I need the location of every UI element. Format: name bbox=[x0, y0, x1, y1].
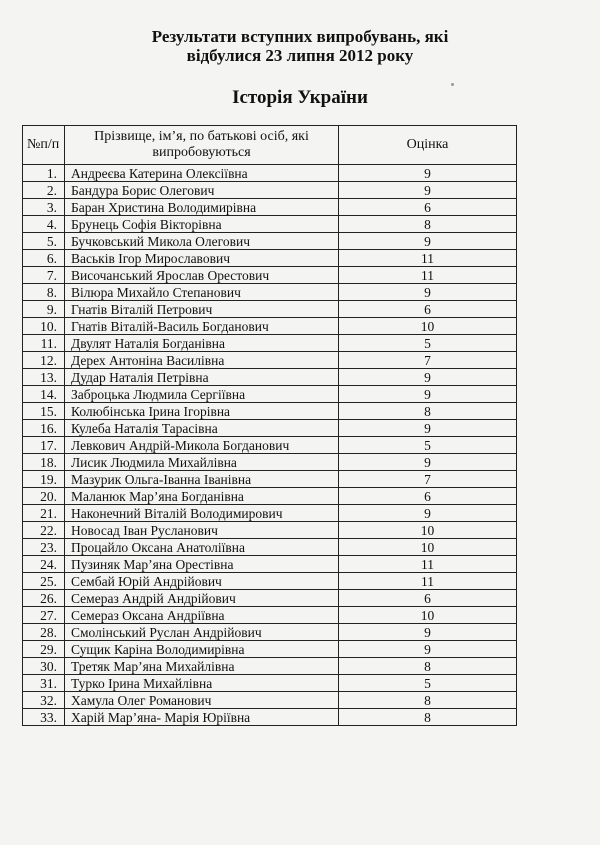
row-number: 17. bbox=[23, 437, 65, 454]
table-row bbox=[23, 709, 517, 726]
row-number: 8. bbox=[23, 284, 65, 301]
table-row bbox=[23, 437, 517, 454]
row-number: 4. bbox=[23, 216, 65, 233]
row-grade: 10 bbox=[339, 539, 517, 556]
row-number: 22. bbox=[23, 522, 65, 539]
row-number: 28. bbox=[23, 624, 65, 641]
header-row bbox=[23, 126, 517, 165]
table-row bbox=[23, 607, 517, 624]
row-grade: 9 bbox=[339, 182, 517, 199]
row-number: 18. bbox=[23, 454, 65, 471]
row-grade: 8 bbox=[339, 658, 517, 675]
row-grade: 11 bbox=[339, 267, 517, 284]
row-name: Смолінський Руслан Андрійович bbox=[65, 624, 339, 641]
row-number: 9. bbox=[23, 301, 65, 318]
title-line-2: відбулися 23 липня 2012 року bbox=[186, 46, 414, 65]
row-grade: 9 bbox=[339, 233, 517, 250]
row-number: 16. bbox=[23, 420, 65, 437]
row-name: Бандура Борис Олегович bbox=[65, 182, 339, 199]
row-grade: 9 bbox=[339, 641, 517, 658]
row-name: Мазурик Ольга-Іванна Іванівна bbox=[65, 471, 339, 488]
row-name: Новосад Іван Русланович bbox=[65, 522, 339, 539]
row-name: Сущик Каріна Володимирівна bbox=[65, 641, 339, 658]
row-number: 29. bbox=[23, 641, 65, 658]
table-row bbox=[23, 471, 517, 488]
row-name: Семераз Андрій Андрійович bbox=[65, 590, 339, 607]
row-grade: 10 bbox=[339, 607, 517, 624]
table-row bbox=[23, 522, 517, 539]
table-row bbox=[23, 352, 517, 369]
row-name: Вілюра Михайло Степанович bbox=[65, 284, 339, 301]
row-number: 3. bbox=[23, 199, 65, 216]
table-row bbox=[23, 165, 517, 182]
row-name: Лисик Людмила Михайлівна bbox=[65, 454, 339, 471]
table-row bbox=[23, 335, 517, 352]
row-grade: 9 bbox=[339, 420, 517, 437]
row-grade: 10 bbox=[339, 522, 517, 539]
table-row bbox=[23, 301, 517, 318]
row-number: 14. bbox=[23, 386, 65, 403]
row-grade: 8 bbox=[339, 216, 517, 233]
row-name: Хамула Олег Романович bbox=[65, 692, 339, 709]
row-name: Гнатів Віталій Петрович bbox=[65, 301, 339, 318]
row-grade: 9 bbox=[339, 505, 517, 522]
table-row bbox=[23, 505, 517, 522]
row-grade: 11 bbox=[339, 250, 517, 267]
table-row bbox=[23, 539, 517, 556]
row-name: Турко Ірина Михайлівна bbox=[65, 675, 339, 692]
row-number: 19. bbox=[23, 471, 65, 488]
table-row bbox=[23, 420, 517, 437]
table-row bbox=[23, 199, 517, 216]
row-name: Бучковський Микола Олегович bbox=[65, 233, 339, 250]
row-number: 23. bbox=[23, 539, 65, 556]
table-row bbox=[23, 403, 517, 420]
header-grade: Оцінка bbox=[339, 126, 517, 165]
table-row bbox=[23, 318, 517, 335]
row-grade: 8 bbox=[339, 692, 517, 709]
results-table bbox=[22, 125, 517, 726]
row-grade: 5 bbox=[339, 675, 517, 692]
row-grade: 9 bbox=[339, 624, 517, 641]
table-row bbox=[23, 250, 517, 267]
row-grade: 11 bbox=[339, 556, 517, 573]
row-name: Кулеба Наталія Тарасівна bbox=[65, 420, 339, 437]
row-number: 21. bbox=[23, 505, 65, 522]
row-number: 5. bbox=[23, 233, 65, 250]
row-name: Семераз Оксана Андріївна bbox=[65, 607, 339, 624]
row-name: Дерех Антоніна Василівна bbox=[65, 352, 339, 369]
row-number: 25. bbox=[23, 573, 65, 590]
table-row bbox=[23, 641, 517, 658]
row-grade: 5 bbox=[339, 437, 517, 454]
row-number: 12. bbox=[23, 352, 65, 369]
table-row bbox=[23, 658, 517, 675]
row-number: 7. bbox=[23, 267, 65, 284]
row-name: Андреєва Катерина Олексіївна bbox=[65, 165, 339, 182]
row-number: 26. bbox=[23, 590, 65, 607]
table-row bbox=[23, 573, 517, 590]
row-grade: 9 bbox=[339, 165, 517, 182]
table-row bbox=[23, 675, 517, 692]
table-row bbox=[23, 386, 517, 403]
table-row bbox=[23, 369, 517, 386]
row-grade: 8 bbox=[339, 403, 517, 420]
table-row bbox=[23, 182, 517, 199]
row-name: Харій Мар’яна- Марія Юріївна bbox=[65, 709, 339, 726]
row-name: Височанський Ярослав Орестович bbox=[65, 267, 339, 284]
table-row bbox=[23, 233, 517, 250]
row-grade: 11 bbox=[339, 573, 517, 590]
row-name: Маланюк Мар’яна Богданівна bbox=[65, 488, 339, 505]
row-grade: 10 bbox=[339, 318, 517, 335]
row-number: 31. bbox=[23, 675, 65, 692]
row-number: 20. bbox=[23, 488, 65, 505]
row-grade: 6 bbox=[339, 590, 517, 607]
row-name: Процайло Оксана Анатоліївна bbox=[65, 539, 339, 556]
row-number: 24. bbox=[23, 556, 65, 573]
row-name: Третяк Мар’яна Михайлівна bbox=[65, 658, 339, 675]
row-grade: 9 bbox=[339, 284, 517, 301]
table-row bbox=[23, 454, 517, 471]
row-number: 11. bbox=[23, 335, 65, 352]
table-row bbox=[23, 216, 517, 233]
row-number: 10. bbox=[23, 318, 65, 335]
row-name: Заброцька Людмила Сергіївна bbox=[65, 386, 339, 403]
row-grade: 9 bbox=[339, 369, 517, 386]
row-name: Сембай Юрій Андрійович bbox=[65, 573, 339, 590]
table-row bbox=[23, 692, 517, 709]
row-name: Дудар Наталія Петрівна bbox=[65, 369, 339, 386]
row-grade: 6 bbox=[339, 199, 517, 216]
row-number: 6. bbox=[23, 250, 65, 267]
row-name: Васьків Ігор Мирославович bbox=[65, 250, 339, 267]
scan-speck bbox=[451, 83, 454, 86]
title-line-1: Результати вступних випробувань, які bbox=[151, 27, 449, 46]
row-grade: 9 bbox=[339, 386, 517, 403]
row-number: 1. bbox=[23, 165, 65, 182]
subject-title: Історія України bbox=[232, 87, 368, 108]
row-number: 27. bbox=[23, 607, 65, 624]
table-row bbox=[23, 488, 517, 505]
row-number: 2. bbox=[23, 182, 65, 199]
row-number: 32. bbox=[23, 692, 65, 709]
row-grade: 7 bbox=[339, 471, 517, 488]
row-name: Пузиняк Мар’яна Орестівна bbox=[65, 556, 339, 573]
table-row bbox=[23, 284, 517, 301]
row-grade: 5 bbox=[339, 335, 517, 352]
row-name: Двулят Наталія Богданівна bbox=[65, 335, 339, 352]
table-row bbox=[23, 556, 517, 573]
row-number: 15. bbox=[23, 403, 65, 420]
header-number: №п/п bbox=[23, 126, 65, 165]
row-name: Брунець Софія Вікторівна bbox=[65, 216, 339, 233]
row-name: Баран Христина Володимирівна bbox=[65, 199, 339, 216]
row-number: 30. bbox=[23, 658, 65, 675]
row-grade: 8 bbox=[339, 709, 517, 726]
row-name: Наконечний Віталій Володимирович bbox=[65, 505, 339, 522]
row-number: 13. bbox=[23, 369, 65, 386]
row-name: Левкович Андрій-Микола Богданович bbox=[65, 437, 339, 454]
row-grade: 7 bbox=[339, 352, 517, 369]
row-grade: 6 bbox=[339, 488, 517, 505]
row-name: Гнатів Віталій-Василь Богданович bbox=[65, 318, 339, 335]
row-name: Колюбінська Ірина Ігорівна bbox=[65, 403, 339, 420]
table-row bbox=[23, 590, 517, 607]
table-row bbox=[23, 624, 517, 641]
table-row bbox=[23, 267, 517, 284]
row-grade: 6 bbox=[339, 301, 517, 318]
header-name: Прізвище, ім’я, по батькові осіб, які випробовуються bbox=[65, 126, 339, 165]
row-grade: 9 bbox=[339, 454, 517, 471]
row-number: 33. bbox=[23, 709, 65, 726]
